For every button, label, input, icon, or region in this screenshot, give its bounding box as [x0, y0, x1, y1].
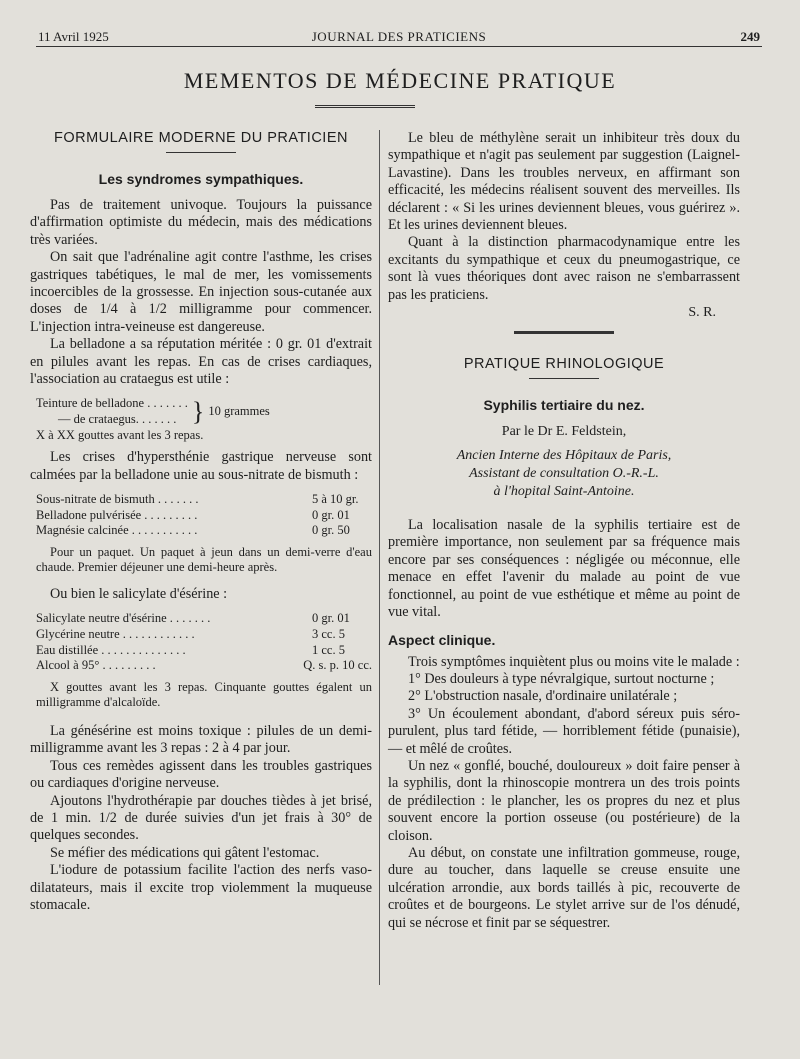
paragraph: Un nez « gonflé, bouché, douloureux » doit faire penser à la syphilis, dont la rhinoscopie montrera un des trois points de prédilection : le plancher, les os propres du nez et plus souvent encore la portion osseuse (ou postérieure) de la cloison.	[388, 757, 740, 844]
paragraph: La localisation nasale de la syphilis tertiaire est de première importance, non seulement par sa fréquence mais encore par ses conséquences : négligée ou méconnue, elle menace en effet l'avenir du malade au point de vue fonctionnel, au point de vue esthétique et même au point de vue vital.	[388, 517, 740, 621]
paragraph: Tous ces remèdes agissent dans les troubles gastriques ou cardiaques d'origine nerveuse.	[30, 757, 372, 792]
rx-qty: 3 cc. 5	[312, 627, 345, 642]
rx-item: Alcool à 95° . . . . . . . . .	[36, 658, 156, 673]
paragraph: La génésérine est moins toxique : pilules de un demi-milligramme avant les 3 repas : 2 à 4 par jour.	[30, 723, 372, 757]
rubric-rhinologique: PRATIQUE RHINOLOGIQUE	[463, 356, 665, 373]
article-subhead: Les syndromes sympathiques.	[98, 171, 304, 187]
running-head	[38, 27, 760, 47]
brace-glyph: }	[191, 397, 205, 427]
rx-qty: 10 grammes	[208, 404, 270, 419]
paragraph: Ou bien le salicylate d'ésérine :	[50, 586, 228, 603]
rx-qty: 0 gr. 01	[312, 507, 350, 522]
rx-item: Teinture de belladone . . . . . . .	[36, 396, 188, 411]
author-byline: Par le Dr E. Feldstein,	[501, 424, 627, 440]
prescription-1	[36, 396, 372, 443]
paragraph: Le bleu de méthylène serait un inhibiteur très doux du sympathique et n'agit pas seulement par suggestion (Laignel-Lavastine). Dans les troubles nerveux, en affirmant son efficacité, les médecins réalisent souvent des merveilles. Ils déclarent : « Si les urines deviennent bleues, vous guérirez ». Et les urines deviennent bleues.	[388, 130, 740, 234]
rx-item: — de crataegus. . . . . . .	[58, 412, 177, 427]
author-affiliation: à l'hopital Saint-Antoine.	[493, 484, 635, 500]
rubric-formulaire: FORMULAIRE MODERNE DU PRATICIEN	[54, 130, 348, 146]
paragraph: Trois symptômes inquiètent plus ou moins vite le malade :	[408, 653, 740, 670]
signature: S. R.	[688, 305, 716, 321]
journal-name: JOURNAL DES PRATICIENS	[311, 29, 487, 44]
author-affiliation: Assistant de consultation O.-R.-L.	[469, 466, 659, 482]
rx-qty: 0 gr. 50	[312, 523, 350, 538]
rx-note: Pour un paquet. Un paquet à jeun dans un demi-verre d'eau chaude. Premier déjeuner une demi-heure après.	[36, 544, 372, 575]
left-column	[30, 124, 372, 914]
paragraph: Quant à la distinction pharmacodynamique entre les excitants du sympathique et ceux du pneumogastrique, ce sont là vues théoriques dont avec raison ne s'embarrassent pas les praticiens.	[388, 234, 740, 303]
paragraph: 2° L'obstruction nasale, d'ordinaire unilatérale ;	[408, 688, 678, 705]
rx-note: X gouttes avant les 3 repas. Cinquante gouttes égalent un milligramme d'alcaloïde.	[36, 679, 372, 710]
paragraph: Se méfier des médications qui gâtent l'estomac.	[50, 844, 320, 861]
column-divider	[379, 130, 380, 985]
paragraph: Au début, on constate une infiltration gommeuse, rouge, dure au toucher, dans laquelle se creuse ensuite une ulcération arrondie, aux bords taillés à pic, recouverte de croûtes et de bourgeons. Le stylet arrive sur de l'os dénudé, qui se nécrose et finit par se séquestrer.	[388, 844, 740, 931]
rx-qty: Q. s. p. 10 cc.	[303, 658, 372, 673]
section-separator	[514, 331, 614, 334]
title-rule	[315, 105, 415, 106]
paragraph: 3° Un écoulement abondant, d'abord séreux puis séro-purulent, plus tard fétide, — horriblement fétide (punaisie), — et mêlé de croûtes.	[388, 705, 740, 757]
rx-item: Sous-nitrate de bismuth . . . . . . .	[36, 492, 199, 507]
paragraph: La belladone a sa réputation méritée : 0 gr. 01 d'extrait en pilules avant les repas. En cas de crises cardiaques, l'association au crataegus est utile :	[30, 336, 372, 388]
author-affiliation: Ancien Interne des Hôpitaux de Paris,	[456, 448, 672, 464]
rx-item: Glycérine neutre . . . . . . . . . . . .	[36, 627, 195, 642]
issue-date: 11 Avril 1925	[38, 29, 109, 44]
article-subhead: Aspect clinique.	[388, 631, 496, 648]
rx-item: Eau distillée . . . . . . . . . . . . . .	[36, 642, 186, 657]
paragraph: Pas de traitement univoque. Toujours la puissance d'affirmation optimiste du médecin, mais des médications très variées.	[30, 197, 372, 248]
rubric-rule	[166, 152, 236, 153]
prescription-3	[36, 611, 372, 673]
right-column	[388, 124, 740, 932]
paragraph: On sait que l'adrénaline agit contre l'asthme, les crises gastriques tabétiques, le mal de mer, les vomissements incoercibles de la grossesse. En injection sous-cutanée aux doses de 1/4 à 1/2 milligramme pour commencer. L'injection intra-veineuse est dangereuse.	[30, 249, 372, 335]
article-subhead: Syphilis tertiaire du nez.	[483, 397, 645, 414]
rx-note: X à XX gouttes avant les 3 repas.	[36, 427, 204, 442]
page-number: 249	[740, 29, 760, 44]
paragraph: Ajoutons l'hydrothérapie par douches tièdes à jet brisé, de 1 min. 1/2 de durée suivies d'un jet frais à 30° de quelques secondes.	[30, 792, 372, 844]
section-title: MEMENTOS DE MÉDECINE PRATIQUE	[183, 68, 617, 93]
prescription-2	[36, 492, 372, 539]
paragraph: 1° Des douleurs à type névralgique, surtout nocturne ;	[408, 670, 715, 687]
rx-qty: 1 cc. 5	[312, 642, 345, 657]
rx-item: Belladone pulvérisée . . . . . . . . .	[36, 507, 198, 522]
header-rule	[36, 46, 762, 47]
paragraph: Les crises d'hypersthénie gastrique nerveuse sont calmées par la belladone unie au sous-nitrate de bismuth :	[30, 449, 372, 483]
rx-item: Magnésie calcinée . . . . . . . . . . .	[36, 523, 198, 538]
rx-qty: 0 gr. 01	[312, 611, 350, 626]
title-rule-2	[315, 107, 415, 108]
rubric-rule	[529, 378, 599, 379]
rx-qty: 5 à 10 gr.	[312, 492, 359, 507]
rx-item: Salicylate neutre d'ésérine . . . . . . .	[36, 611, 211, 626]
paragraph: L'iodure de potassium facilite l'action des nerfs vaso-dilatateurs, mais il excite trop violemment la muqueuse stomacale.	[30, 862, 372, 914]
